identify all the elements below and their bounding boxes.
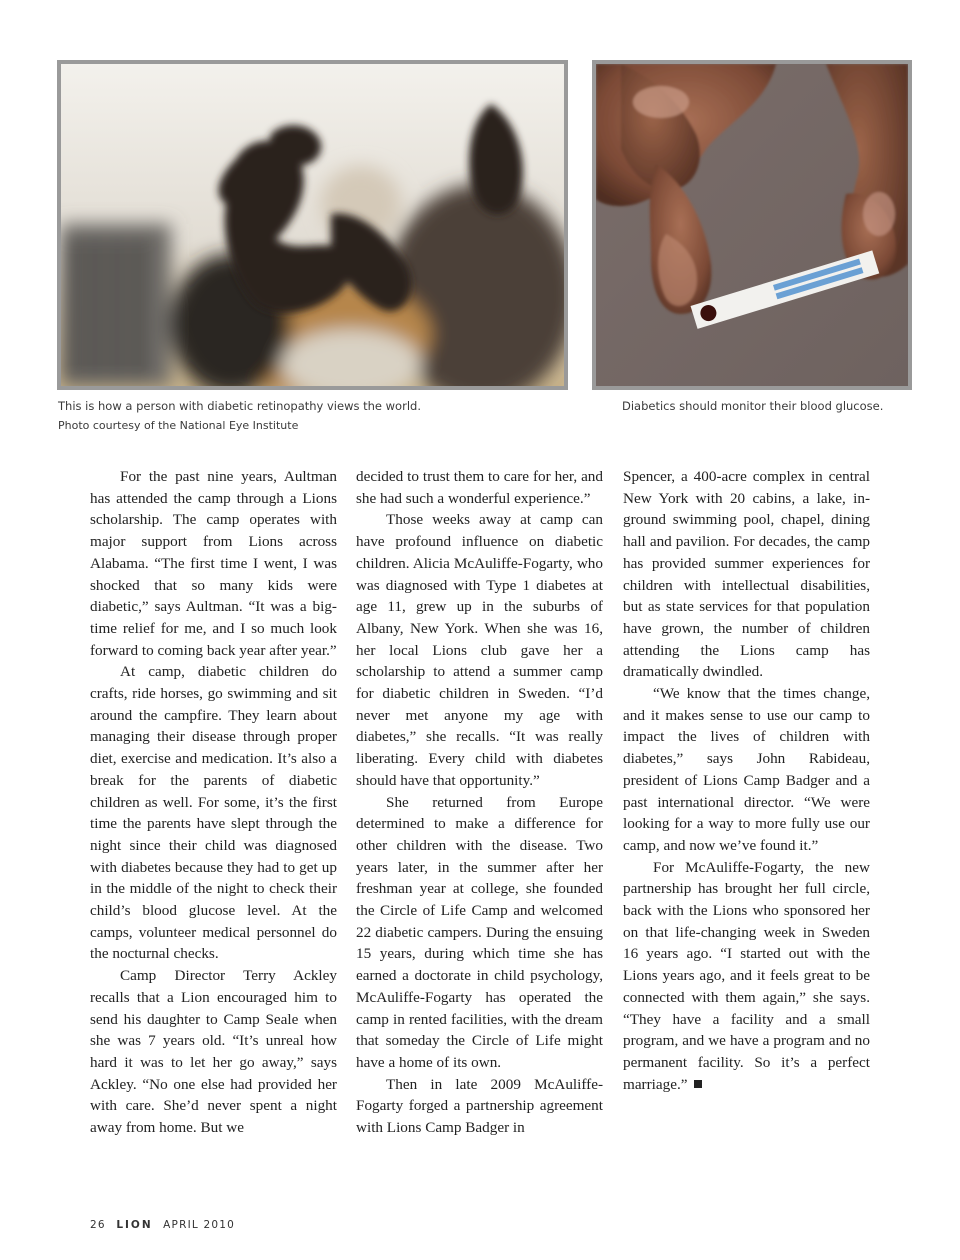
- end-of-article-mark: [694, 1080, 702, 1088]
- photo-credit: Photo courtesy of the National Eye Institute: [58, 419, 299, 432]
- paragraph: Spencer, a 400-acre complex in central New York with 20 cabins, a lake, in-ground swimming pool, chapel, dining hall and pavilion. For decades, the camp has provided summer experiences for children with intellectual disabilities, but as state services for that population have grown, the number of children attending the Lions camp has dramatically dwindled.: [623, 468, 870, 681]
- retinopathy-photo-image: [61, 64, 564, 386]
- article-column-3: [623, 466, 870, 1095]
- page-footer: [90, 1219, 235, 1231]
- page-number: 26: [90, 1219, 106, 1231]
- paragraph: Those weeks away at camp can have profound influence on diabetic children. Alicia McAuliffe-Fogarty, who was diagnosed with Type 1 diabetes at age 11, grew up in the suburbs of Albany, New York. When she was 16, her local Lions club gave her a scholarship to attend a summer camp for diabetic children in Sweden. “I’d never met anyone my age with diabetes,” she recalls. “It was really liberating. Every child with diabetes should have that opportunity.”: [356, 511, 603, 789]
- article-column-1: [90, 466, 337, 1139]
- magazine-name: LION: [116, 1219, 153, 1231]
- paragraph: [623, 857, 870, 1096]
- paragraph: decided to trust them to care for her, and she had such a wonderful experience.”: [356, 468, 603, 507]
- paragraph: She returned from Europe determined to make a difference for other children with the disease. Two years later, in the summer after her freshman year at college, she founded the Circle of Life Camp and welcomed 22 diabetic campers. During the ensuing 15 years, during which time she has earned a doctorate in child psychology, McAuliffe-Fogarty has operated the camp in rented facilities, with the dream that someday the Circle of Life might have a home of its own.: [356, 793, 603, 1071]
- article-column-2: [356, 466, 603, 1139]
- retinopathy-photo: [57, 60, 568, 390]
- closing-paragraph-text: For McAuliffe-Fogarty, the new partnership has brought her full circle, back with the Lions who sponsored her on that life-changing week in Sweden 16 years ago. “I started out with the Lions years ago, and it feels great to be connected with them again,” she says. “They have a facility and a small program, and we have a program and no permanent facility. So it’s a perfect marriage.”: [623, 858, 870, 1093]
- paragraph: At camp, diabetic children do crafts, ride horses, go swimming and sit around the campfire. They learn about managing their disease through proper diet, exercise and medication. It’s also a break for the parents of diabetic children as well. For some, it’s the first time the parents have slept through the night since their child was diagnosed with diabetes because they had to get up in the middle of the night to check their child’s blood glucose level. At the camps, volunteer medical personnel do the nocturnal checks.: [90, 663, 337, 963]
- paragraph: “We know that the times change, and it makes sense to use our camp to impact the lives of children with diabetes,” says John Rabideau, president of Lions Camp Badger and a past international director. “We were looking for a way to more fully use our camp, and now we’ve found it.”: [623, 685, 870, 854]
- paragraph: Camp Director Terry Ackley recalls that a Lion encouraged him to send his daughter to Camp Seale when she was 7 years old. “It’s unreal how hard it was to let her go away,” says Ackley. “No one else had provided her with care. She’d never spent a night away from home. But we: [90, 967, 337, 1137]
- glucose-test-photo: [592, 60, 912, 390]
- glucose-test-photo-image: [596, 64, 908, 386]
- retinopathy-photo-caption: This is how a person with diabetic retinopathy views the world.: [58, 399, 421, 413]
- glucose-photo-caption: Diabetics should monitor their blood glucose.: [622, 399, 884, 413]
- paragraph: Then in late 2009 McAuliffe-Fogarty forged a partnership agreement with Lions Camp Badger in: [356, 1075, 603, 1137]
- paragraph: For the past nine years, Aultman has attended the camp through a Lions scholarship. The camp operates with major support from Lions across Alabama. “The first time I went, I was shocked that so many kids were diabetic,” says Aultman. “It was a big-time relief for me, and I so much look forward to coming back year after year.”: [90, 468, 337, 659]
- issue-date: APRIL 2010: [163, 1219, 235, 1231]
